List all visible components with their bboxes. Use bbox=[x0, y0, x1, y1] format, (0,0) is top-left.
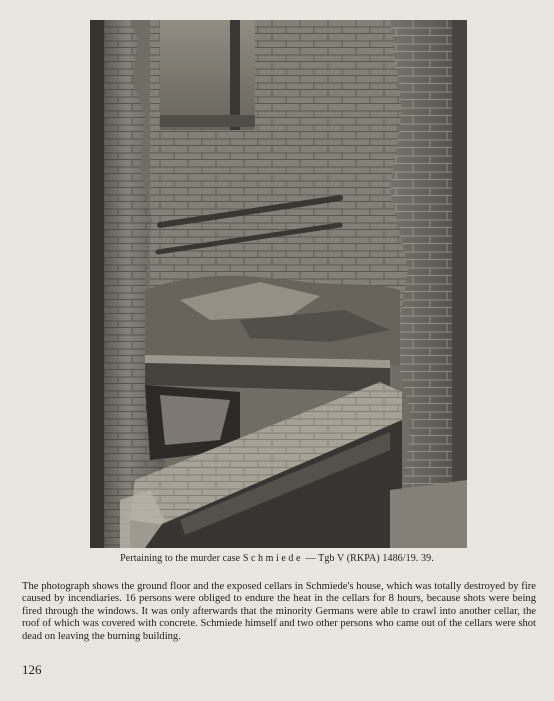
ruins-photograph bbox=[90, 20, 467, 548]
body-paragraph: The photograph shows the ground floor and the exposed cellars in Schmiede's house, which was totally destroyed by fire caused by incendiaries. 16 persons were obliged to endure the heat in the cellars for 8 hours, because shots were being fired through the windows. It was only afterwards that the minority Germans were able to crawl into another cellar, the roof of which was covered with concrete. Schmiede himself and two other persons who came out of the cellars were shot dead on leaving the burning building. bbox=[22, 581, 536, 642]
page-number: 126 bbox=[22, 662, 42, 677]
caption-prefix: Pertaining to the murder case bbox=[120, 553, 243, 564]
caption-suffix: — Tgb V (RKPA) 1486/19. 39. bbox=[303, 553, 434, 564]
photo-caption bbox=[0, 553, 554, 564]
ruins-photo-illustration bbox=[90, 20, 467, 548]
caption-name: Schmiede bbox=[242, 553, 304, 564]
